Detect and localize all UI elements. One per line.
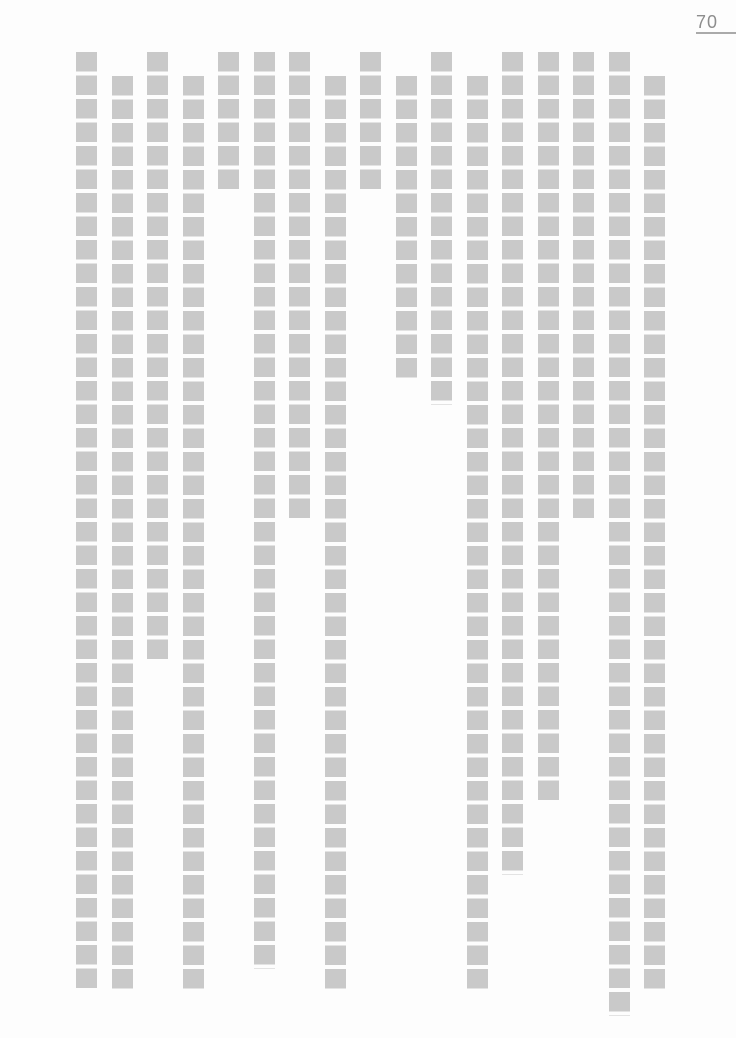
text-columns [76,52,665,1020]
redacted-text-column [573,52,594,522]
redacted-text-column [254,52,275,969]
redacted-text-column [502,52,523,875]
page-number-rule [696,32,736,34]
redacted-text-column [76,52,97,992]
redacted-text-column [218,52,239,193]
redacted-text-column [609,52,630,1016]
redacted-text-column [538,52,559,804]
redacted-text-column [183,76,204,993]
redacted-text-column [431,52,452,405]
redacted-text-column [289,52,310,522]
redacted-text-column [112,76,133,993]
redacted-text-column [325,76,346,993]
page-number: 70 [695,12,718,32]
redacted-text-column [360,52,381,193]
redacted-text-column [147,52,168,663]
redacted-text-column [644,76,665,993]
redacted-text-column [396,76,417,382]
redacted-text-column [467,76,488,993]
